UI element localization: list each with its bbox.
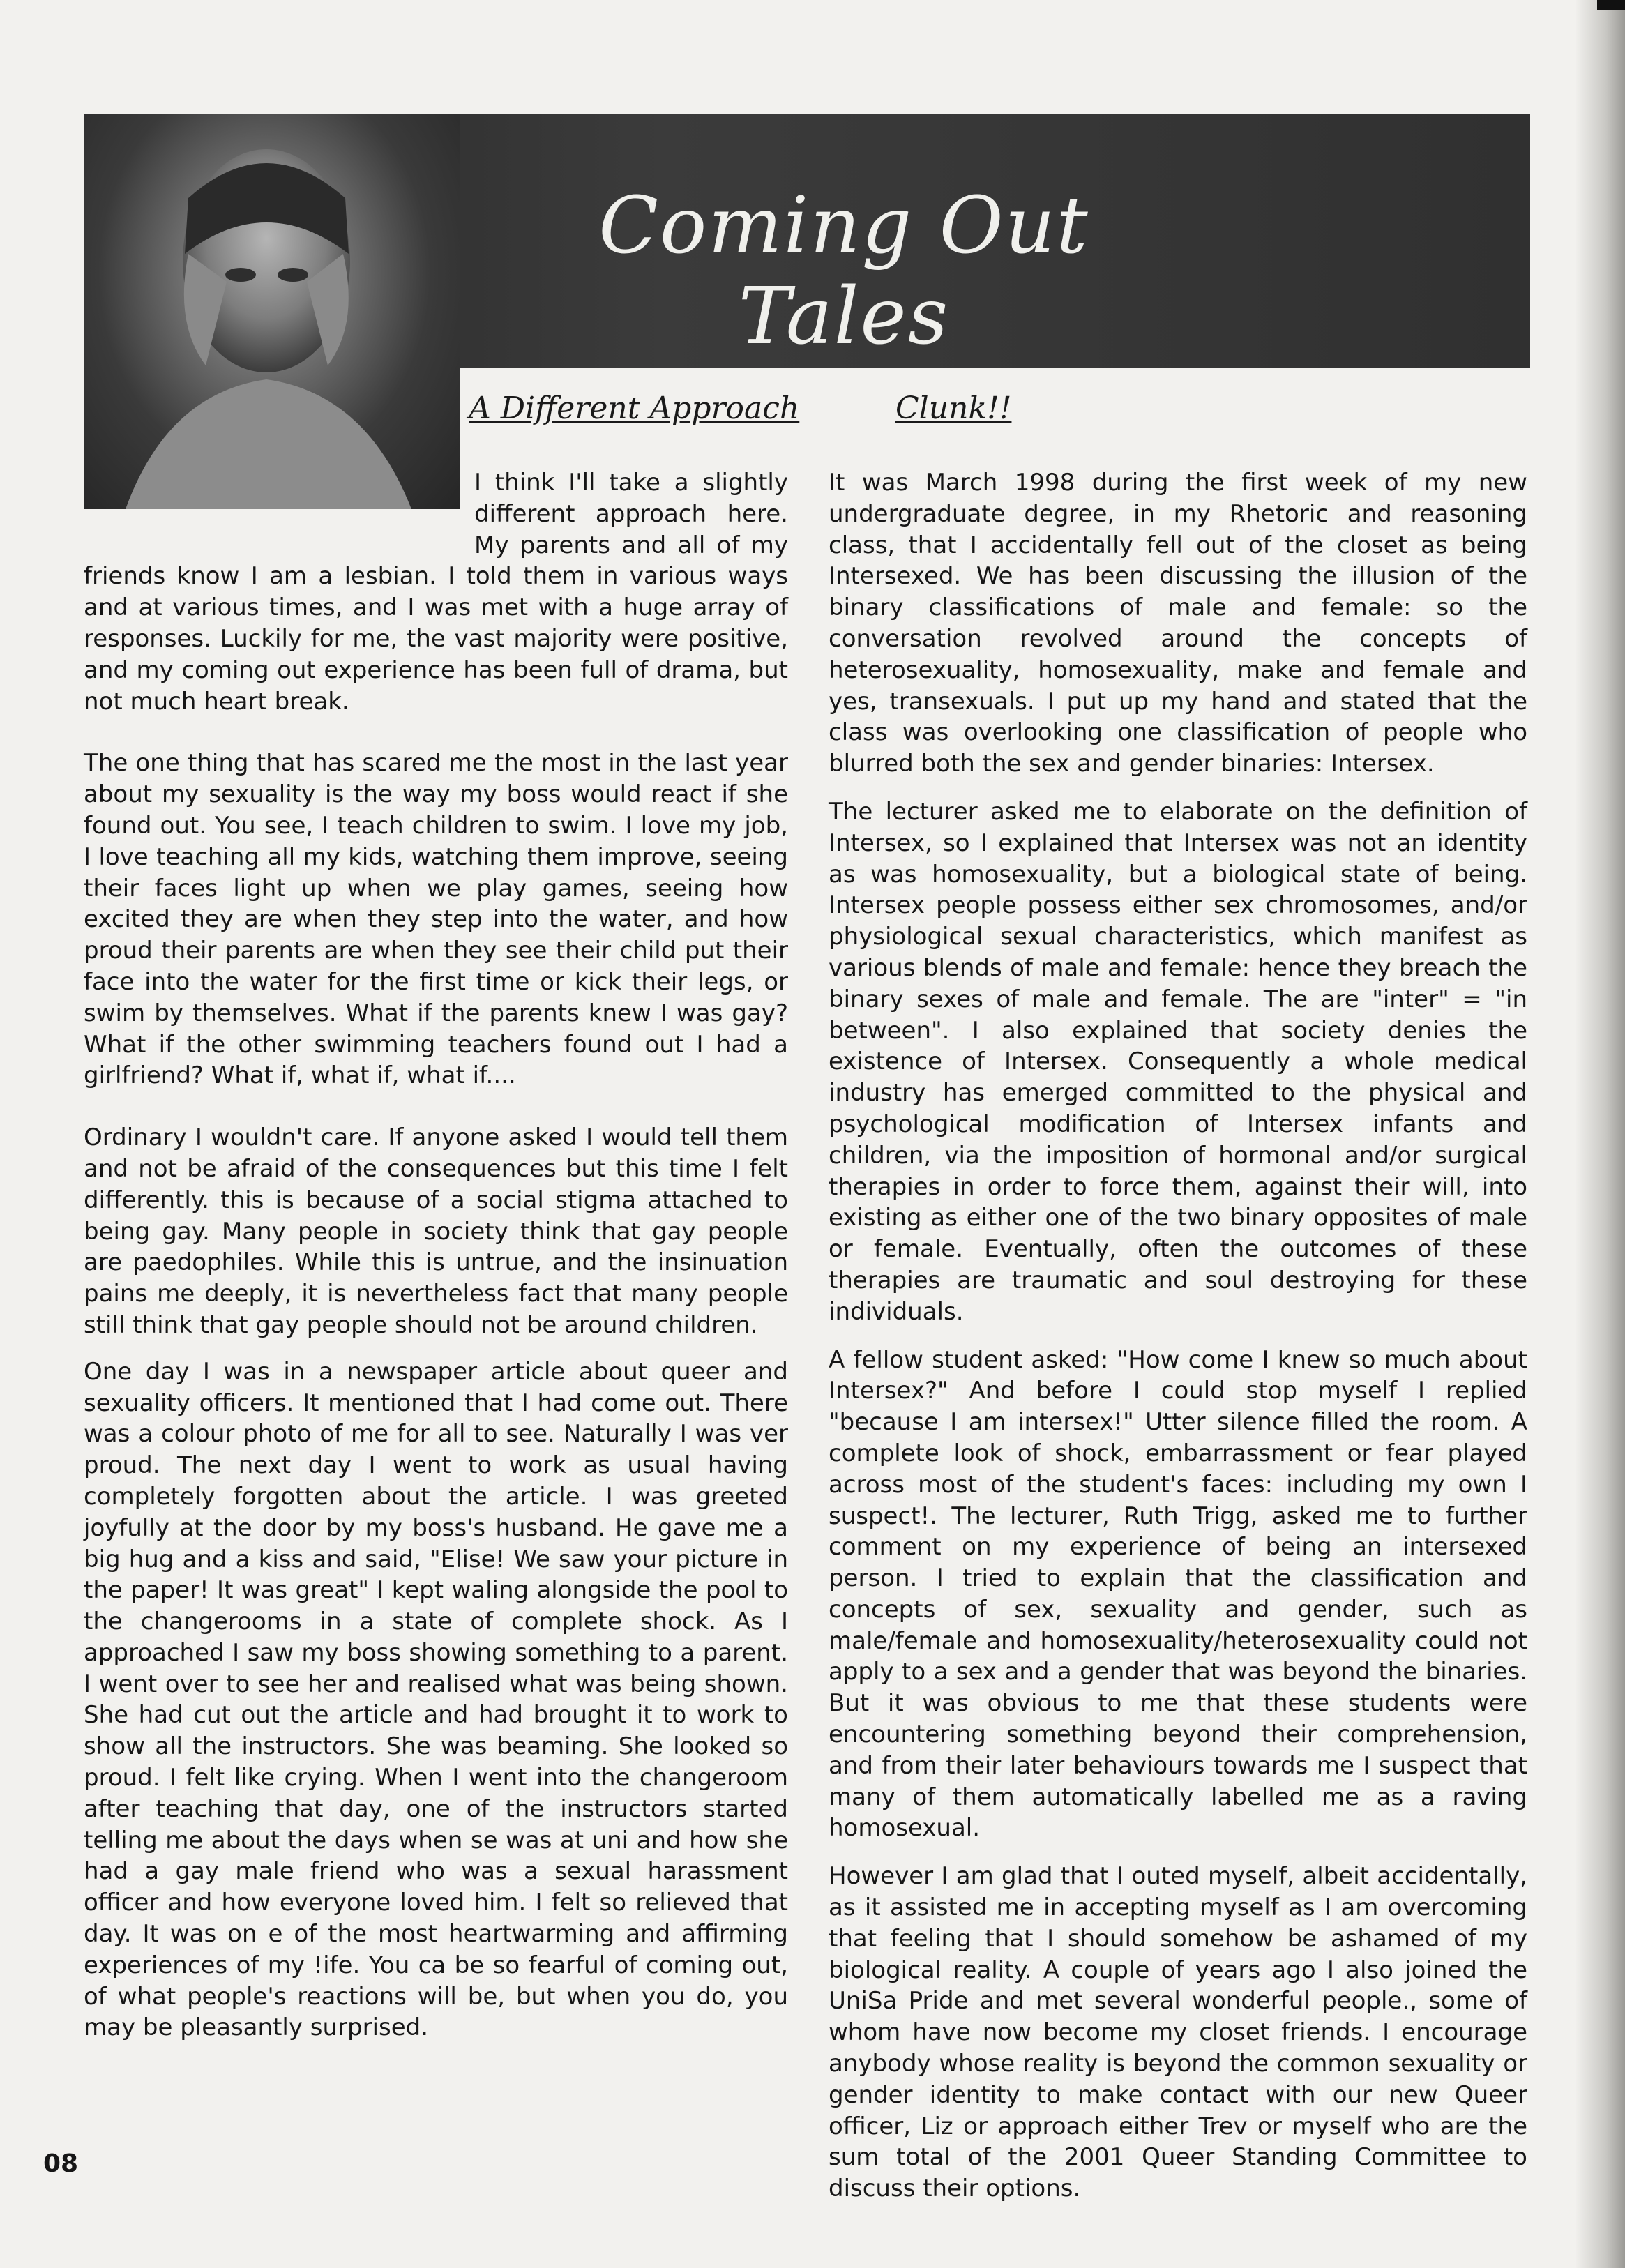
photo-wrap-spacer [84, 467, 474, 530]
page-edge-shadow [1576, 0, 1625, 2268]
left-column-heading: A Different Approach [469, 391, 800, 426]
left-paragraph-4: One day I was in a newspaper article about queer and sexuality officers. It mentioned that I had come out. There was a colour photo of me for all to see. Naturally I was ver proud. The next day I went to work as usual having completely forgotten about the article. I was greeted joyfully at the door by my boss's husband. He gave me a big hug and a kiss and said, "Elise! We saw your picture in the paper! It was great" I kept waling alongside the pool to the changerooms in a state of complete shock. As I approached I saw my boss showing something to a parent. I went over to see her and realised what was being shown. She had cut out the article and had brought it to work to show all the instructors. She was beaming. She looked so proud. I felt like crying. When I went into the changeroom after teaching that day, one of the instructors started telling me about the days when se was at uni and how she had a gay male friend who was a sexual harassment officer and how everyone loved him. I felt so relieved that day. It was on e of the most heartwarming and affirming experiences of my !ife. You ca be so fearful of coming out, of what people's reactions will be, but when you do, you may be pleasantly surprised. [84, 1357, 788, 2042]
right-paragraph-2: The lecturer asked me to elaborate on the definition of Intersex, so I explained that Intersex was not an identity as was homosexuality, but a biological state of being. Intersex people possess either sex chromosomes, and/or physiological sexual characteristics, which manifest as various blends of male and female: hence they breach the binary sexes of male and female. The are "inter" = "in between". I also explained that society denies the existence of Intersex. Consequently a whole medical industry has emerged committed to the physical and psychological modification of Intersex infants and children, via the imposition of hormonal and/or surgical therapies in order to force them, against their will, into existing as either one of the two binary opposites of male or female. Eventually, often the outcomes of these therapies are traumatic and soul destroying for these individuals. [829, 797, 1527, 1326]
right-column-article [829, 467, 1527, 2205]
left-paragraph-2: The one thing that has scared me the most in the last year about my sexuality is the way my boss would react if she found out. You see, I teach children to swim. I love my job, I love teaching all my kids, watching them improve, seeing their faces light up when we play games, seeing how excited they are when they step into the water, and how proud their parents are when they see their child put their face into the water for the first time or kick their legs, or swim by themselves. What if the parents knew I was gay? What if the other swimming teachers found out I had a girlfriend? What if, what if, what if.... [84, 749, 788, 1090]
right-column-heading: Clunk!! [895, 391, 1012, 426]
right-paragraph-1: It was March 1998 during the first week of my new undergraduate degree, in my Rhetoric and reasoning class, that I accidentally fell out of the closet as being Intersexed. We has been discussing the illusion of the binary classifications of male and female: so the conversation revolved around the concepts of heterosexuality, homosexuality, make and female and yes, transexuals. I put up my hand and stated that the class was overlooking one classification of people who blurred both the sex and gender binaries: Intersex. [829, 469, 1527, 778]
right-paragraph-3: A fellow student asked: "How come I knew so much about Intersex?" And before I could stop myself I replied "because I am intersex!" Utter silence filled the room. A complete look of shock, embarrassment or fear played across most of the student's faces: including my own I suspect!. The lecturer, Ruth Trigg, asked me to further comment on my experience of being an intersexed person. I tried to explain that the classification and concepts of sex, sexuality and gender, such as male/female and homosexuality/heterosexuality could not apply to a sex and a gender that was beyond the binaries. But it was obvious to me that these students were encountering something beyond their comprehension, and from their later behaviours towards me I suspect that many of them automatically labelled me as a raving homosexual. [829, 1345, 1527, 1843]
left-column-article [84, 467, 788, 2043]
portrait-illustration [84, 114, 460, 509]
corner-mark [1597, 0, 1625, 10]
right-paragraph-4: However I am glad that I outed myself, albeit accidentally, as it assisted me in accepting myself as I am overcoming that feeling that I should somehow be ashamed of my biological reality. A couple of years ago I also joined the UniSa Pride and met several wonderful people., some of whom have now become my closet friends. I encourage anybody whose reality is beyond the common sexuality or gender identity to make contact with our new Queer officer, Liz or approach either Trev or myself who are the sum total of the 2001 Queer Standing Committee to discuss their options. [829, 1862, 1527, 2203]
left-paragraph-1: I think I'll take a slightly different approach here. My parents and all of my friends know I am a lesbian. I told them in various ways and at various times, and I was met with a huge array of responses. Luckily for me, the vast majority were positive, and my coming out experience has been full of drama, but not much heart break. [84, 469, 788, 716]
left-paragraph-3: Ordinary I wouldn't care. If anyone asked I would tell them and not be afraid of the consequences but this time I felt differently. this is because of a social stigma attached to being gay. Many people in society think that gay people are paedophiles. While this is untrue, and the insinuation pains me deeply, it is nevertheless fact that many people still think that gay people should not be around children. [84, 1124, 788, 1339]
portrait-photo [84, 114, 460, 509]
page-number: 08 [43, 2149, 79, 2178]
page-title: Coming Out Tales [598, 181, 1089, 362]
